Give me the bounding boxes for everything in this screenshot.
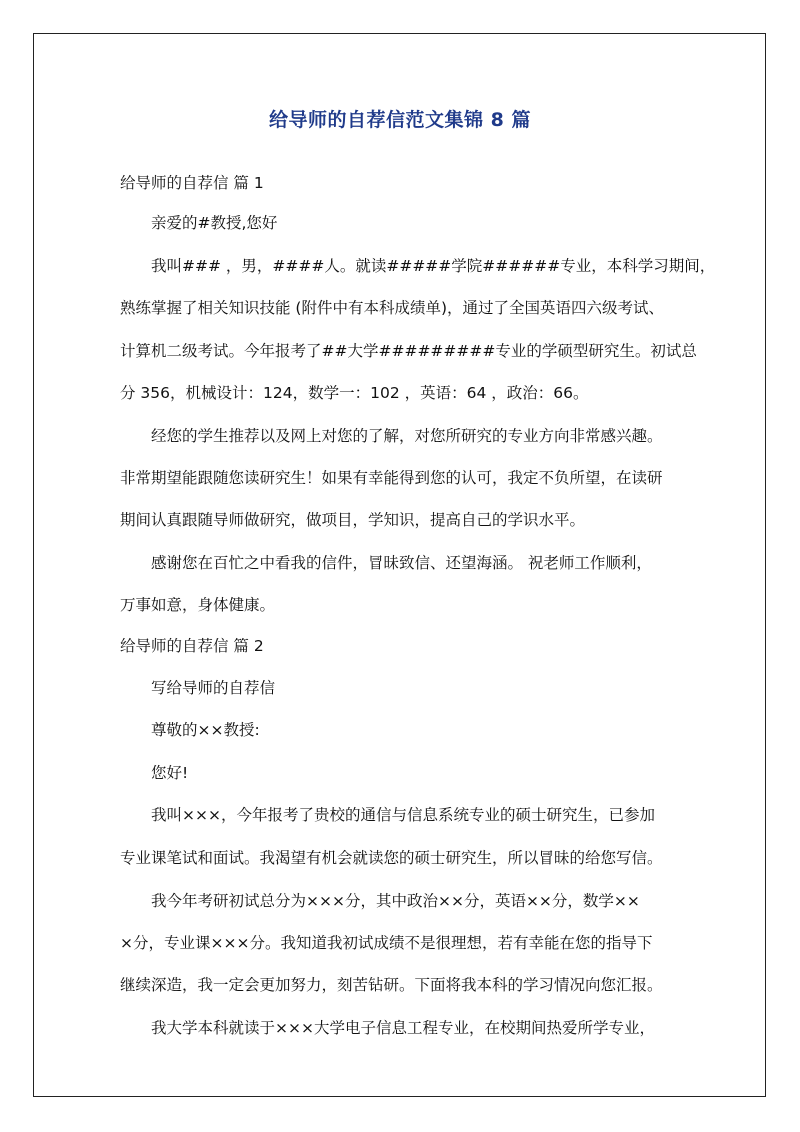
paragraph-line: 熟练掌握了相关知识技能 (附件中有本科成绩单)，通过了全国英语四六级考试、 bbox=[120, 299, 665, 317]
paragraph-line: 期间认真跟随导师做研究，做项目，学知识，提高自己的学识水平。 bbox=[120, 511, 586, 529]
paragraph-line: 感谢您在百忙之中看我的信件，冒昧致信、还望海涵。 祝老师工作顺利， bbox=[151, 554, 652, 572]
paragraph-line: 继续深造，我一定会更加努力，刻苦钻研。下面将我本科的学习情况向您汇报。 bbox=[120, 976, 663, 994]
paragraph-line: 我叫### ，男，####人。就读#####学院######专业，本科学习期间， bbox=[151, 257, 716, 275]
paragraph-line: 分 356，机械设计：124，数学一：102 ，英语：64 ，政治：66。 bbox=[120, 384, 589, 402]
paragraph-line: 我今年考研初试总分为×××分，其中政治××分，英语××分，数学×× bbox=[151, 892, 640, 910]
paragraph-line: 万事如意，身体健康。 bbox=[120, 596, 276, 614]
paragraph-line: ×分，专业课×××分。我知道我初试成绩不是很理想，若有幸能在您的指导下 bbox=[120, 934, 653, 952]
document-title: 给导师的自荐信范文集锦 8 篇 bbox=[269, 109, 531, 131]
paragraph-line: 经您的学生推荐以及网上对您的了解，对您所研究的专业方向非常感兴趣。 bbox=[151, 427, 663, 445]
section-heading-2: 给导师的自荐信 篇 2 bbox=[120, 637, 264, 655]
letter-subtitle: 写给导师的自荐信 bbox=[151, 679, 276, 697]
paragraph-line: 我叫×××，今年报考了贵校的通信与信息系统专业的硕士研究生，已参加 bbox=[151, 806, 655, 824]
paragraph-line: 非常期望能跟随您读研究生！如果有幸能得到您的认可，我定不负所望，在读研 bbox=[120, 469, 663, 487]
section-heading-1: 给导师的自荐信 篇 1 bbox=[120, 174, 264, 192]
paragraph-line: 专业课笔试和面试。我渴望有机会就读您的硕士研究生，所以冒昧的给您写信。 bbox=[120, 849, 663, 867]
salutation: 尊敬的××教授: bbox=[151, 721, 260, 739]
paragraph-line: 计算机二级考试。今年报考了##大学#########专业的学硕型研究生。初试总 bbox=[120, 342, 697, 360]
greeting: 您好! bbox=[151, 764, 189, 782]
salutation: 亲爱的#教授,您好 bbox=[151, 214, 278, 232]
paragraph-line: 我大学本科就读于×××大学电子信息工程专业，在校期间热爱所学专业， bbox=[151, 1019, 655, 1037]
